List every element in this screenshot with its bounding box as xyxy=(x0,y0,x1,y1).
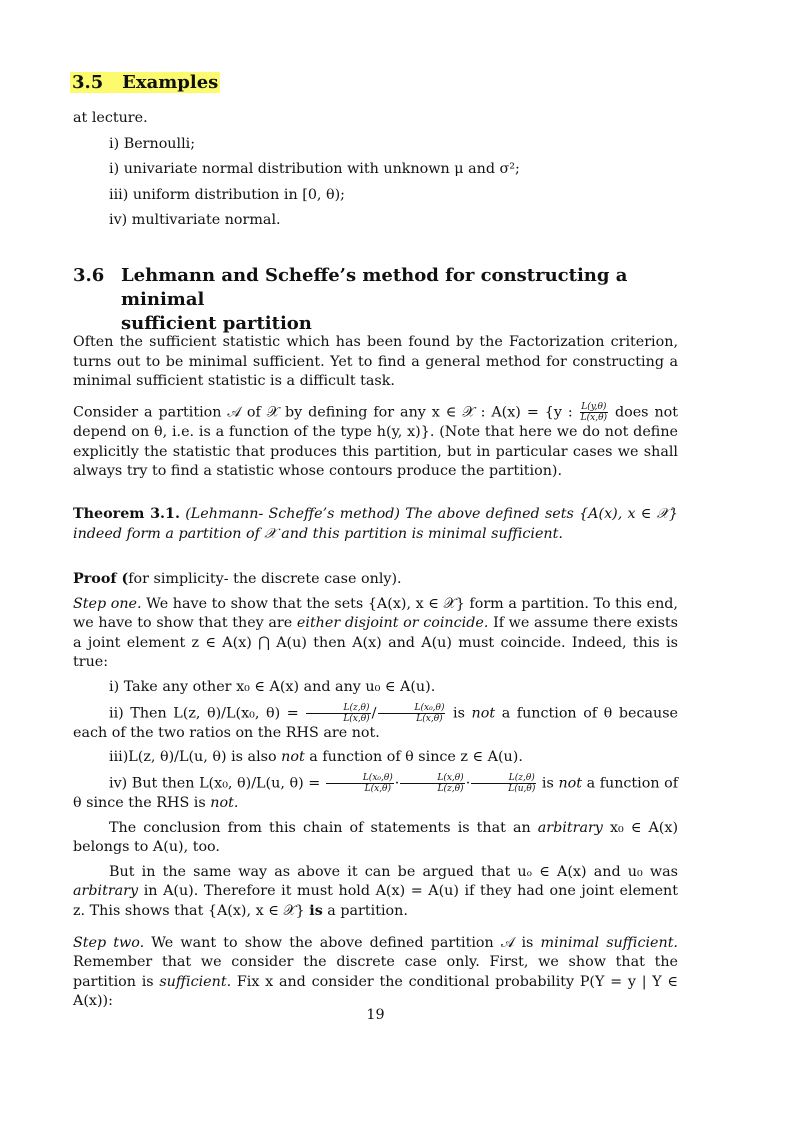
text: for simplicity- the discrete case only). xyxy=(128,571,402,587)
text: is xyxy=(453,705,465,722)
proof-same-way xyxy=(73,863,678,922)
proof-conclusion xyxy=(73,819,678,858)
step-label: Step one. xyxy=(73,595,142,612)
fraction xyxy=(400,773,464,794)
para-partition xyxy=(73,402,678,482)
text: in A(u). Therefore it must hold A(x) = A(u) if they had one joint element z. This shows that {A(x), x ∈ 𝒳} xyxy=(73,883,679,919)
text: The conclusion from this chain of statements is that an xyxy=(109,819,531,836)
text: iii)L(z, θ)/L(u, θ) is also xyxy=(109,749,277,766)
numerator: L(z,θ) xyxy=(471,773,536,784)
fraction xyxy=(378,703,446,724)
text-emphasis: arbitrary xyxy=(73,883,139,900)
proof xyxy=(73,570,678,1012)
page-number: 19 xyxy=(366,1007,385,1023)
fraction xyxy=(471,773,536,794)
list-item: i) Bernoulli; xyxy=(109,135,196,152)
text: a function of θ because each of the two ratios on the RHS are not. xyxy=(73,705,679,741)
paragraph xyxy=(73,402,678,482)
intro-text: at lecture. xyxy=(73,110,148,126)
section-3-5-heading xyxy=(70,71,220,95)
proof-item-i: i) Take any other x₀ ∈ A(x) and any u₀ ∈ A(u). xyxy=(109,678,436,695)
section-title-line1: Lehmann and Scheffe’s method for constructing a minimal xyxy=(121,265,628,310)
text: a partition. xyxy=(327,902,408,919)
text-bold: is xyxy=(309,902,323,919)
numerator: L(z,θ) xyxy=(306,703,370,714)
denominator: L(x,θ) xyxy=(416,713,443,724)
theorem-text xyxy=(73,505,678,544)
text: We want to show the above defined partition 𝒜 is xyxy=(151,934,534,951)
text: a function of θ since the RHS is xyxy=(73,775,679,811)
theorem-statement: (Lehmann- Scheffe’s method) The above defined sets {A(x), x ∈ 𝒳} indeed form a partition of 𝒳 and this partition is minimal sufficient. xyxy=(73,506,679,542)
text-emphasis: arbitrary xyxy=(537,819,603,836)
step-two xyxy=(73,934,678,1012)
step-one xyxy=(73,595,678,673)
text: We have to show that the sets {A(x), x ∈ 𝒳} form a partition. To this end, we have to show that they are xyxy=(73,595,678,632)
numerator: L(x₀,θ) xyxy=(378,703,446,714)
text: Remember that we consider the discrete case only. First, we show that the partition is xyxy=(73,954,678,990)
theorem-3-1 xyxy=(73,505,678,544)
denominator: L(u,θ) xyxy=(508,783,536,794)
text-emphasis: not xyxy=(558,775,582,792)
text: If we assume there exists a joint element z ∈ A(x) ⋂ A(u) then A(x) and A(u) must coincide. Indeed, this is true: xyxy=(73,615,679,671)
text: does not depend on θ, i.e. is a function of the type h(y, x)}. (Note that here we do not define explicitly the statistic that produces this partition, but in particular cases we shall always try to find a statistic whose contours produce the partition). xyxy=(73,404,679,480)
fraction xyxy=(306,703,370,724)
proof-item-ii: ii) Then L(z, θ)/L(x₀, θ) = $\frac{L(z,\theta)}{L(x,\theta)}$ / $\frac{\text{L(x₀,θ)}}{L(x,\theta)}$ is not a function of θ because each of the two ratios on the RHS are not. xyxy=(73,702,679,741)
section-title-line2: sufficient partition xyxy=(121,313,312,334)
text: a function of θ since z ∈ A(u). xyxy=(309,749,523,766)
text: But in the same way as above it can be argued that uₒ ∈ A(x) and u₀ was xyxy=(109,863,678,880)
text: ii) Then L(z, θ)/L(x₀, θ) = xyxy=(109,705,299,722)
section-title: Examples xyxy=(122,72,219,93)
denominator: L(x,θ) xyxy=(343,713,370,724)
text: iv) But then L(x₀, θ)/L(u, θ) = xyxy=(109,775,321,792)
section-number: 3.6 xyxy=(73,265,105,286)
denominator: L(x,θ) xyxy=(364,783,391,794)
list-item: iii) uniform distribution in [0, θ); xyxy=(109,186,346,203)
text-emphasis: minimal sufficient. xyxy=(540,934,678,951)
list-item: iv) multivariate normal. xyxy=(109,212,281,229)
section-3-5-body xyxy=(73,109,678,231)
proof-header xyxy=(73,570,678,590)
text-emphasis: either disjoint or coincide. xyxy=(296,615,489,632)
proof-label: Proof ( xyxy=(73,571,129,587)
paragraph: Often the sufficient statistic which has been found by the Factorization criterion, turns out to be minimal sufficient. Yet to find a general method for constructing a minimal sufficient statistic is a difficult task. xyxy=(73,334,678,390)
text-emphasis: sufficient. xyxy=(159,973,232,990)
proof-item-iv: iv) But then L(x₀, θ)/L(u, θ) = $\frac{\text{L(x₀,θ)}}{L(x,\theta)}$ · $\frac{L(x,\theta)}{L(z,\theta)}$ · $\frac{L(z,\theta)}{L(u,\theta)}$ is not a function of θ since the RHS is not. xyxy=(73,772,679,811)
text-emphasis: not xyxy=(471,705,496,722)
highlight xyxy=(70,72,220,93)
proof-item-iii xyxy=(73,748,678,768)
step-label: Step two. xyxy=(73,934,145,951)
theorem-label: Theorem 3.1. xyxy=(73,506,180,522)
denominator: L(z,θ) xyxy=(437,783,464,794)
text-emphasis: not. xyxy=(210,794,239,811)
fraction xyxy=(580,402,608,423)
para-intro xyxy=(73,333,678,392)
text: Fix x and consider the conditional probability P(Y = y | Y ∈ A(x)): xyxy=(73,973,678,1010)
numerator: L(y,θ) xyxy=(581,402,607,412)
section-3-6-heading xyxy=(73,264,678,336)
fraction xyxy=(326,773,394,794)
section-number: 3.5 xyxy=(72,72,104,93)
text: is xyxy=(541,775,554,792)
list-item: i) univariate normal distribution with unknown μ and σ²; xyxy=(109,161,520,178)
text: x₀ ∈ A(x) belongs to A(u), too. xyxy=(73,819,679,856)
text: Consider a partition 𝒜 of 𝒳 by defining for any x ∈ 𝒳 : A(x) = {y : xyxy=(73,404,573,421)
numerator: L(x,θ) xyxy=(400,773,464,784)
text-emphasis: not xyxy=(281,749,305,766)
denominator: L(x,θ) xyxy=(580,413,607,423)
numerator: L(x₀,θ) xyxy=(326,773,394,784)
